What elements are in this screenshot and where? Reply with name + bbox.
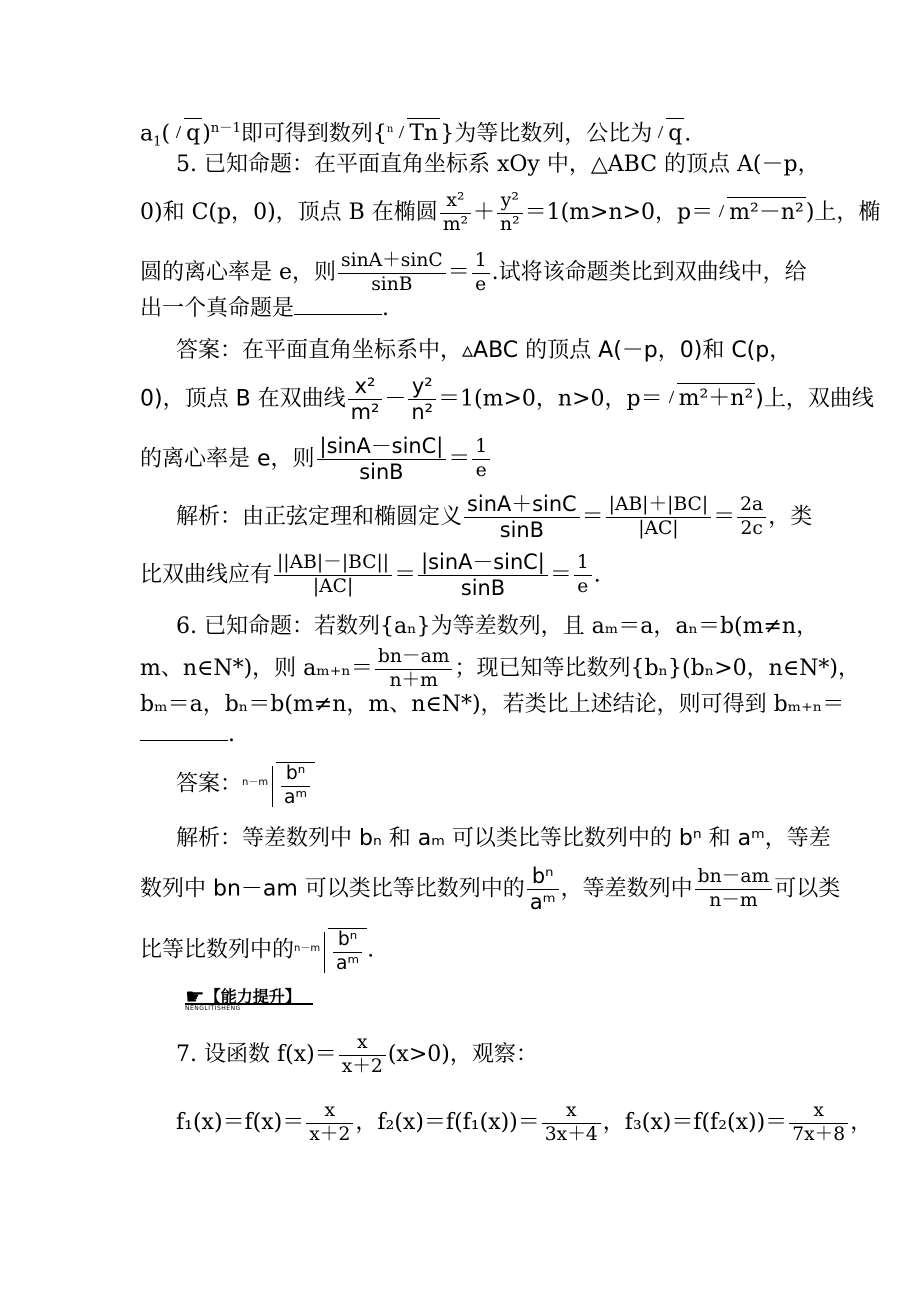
fraction-x-x2: $\frac{x}{x+2}$ xyxy=(339,1034,386,1076)
problem-5-line-4: 出一个真命题是 . xyxy=(140,296,390,321)
fraction-bn-am: $\frac{\text{bⁿ}}{\text{aᵐ}}$ xyxy=(527,866,559,913)
fraction-1-e: $\frac{1}{e}$ xyxy=(472,252,490,294)
fraction-ab-bc-ac: $\frac{|AB|+|BC|}{|AC|}$ xyxy=(606,496,711,538)
fraction-f3: $\frac{x}{7x+8}$ xyxy=(789,1102,848,1144)
exponent: n－1 xyxy=(210,121,241,136)
nth-root-bn-am: n－m $\frac{\text{bⁿ}}{\text{aᵐ}}$ xyxy=(242,762,315,807)
nth-root-bn-am: n－m $\frac{\text{bⁿ}}{\text{aᵐ}}$ xyxy=(294,928,367,973)
text: 即可得到数列 xyxy=(240,121,373,147)
pointing-hand-icon: ☛ xyxy=(185,985,205,1010)
text: 为等比数列，公比为 xyxy=(454,121,653,147)
text: { xyxy=(372,121,387,147)
sqrt-q: q xyxy=(172,118,202,149)
answer-5-line-2: 0)，顶点 B 在双曲线 $\frac{\text{x²}}{\text{m²}}$ － $\frac{\text{y²}}{\text{n²}}$ ＝1(m>0，n>0，p＝ m²＋n²)上，双曲线 xyxy=(140,374,874,424)
subscript: 1 xyxy=(153,134,162,150)
root-index: n xyxy=(386,124,394,135)
fraction-sin-sum: $\frac{\sin A+\sin C}{\sin B}$ xyxy=(338,252,446,294)
fraction-abs-sin-diff: $\frac{|\sin A-\sin C|}{\sin B}$ xyxy=(418,552,548,599)
solution-6-line-3: 比等比数列中的 n－m $\frac{\text{bⁿ}}{\text{aᵐ}}$ . xyxy=(140,929,375,974)
problem-6-line-4: . xyxy=(140,720,235,750)
fraction-1-e: $\frac{1}{e}$ xyxy=(472,438,490,480)
text: ( xyxy=(161,121,171,147)
problem-7-line-2: f₁(x)＝f(x)＝ $\frac{x}{x+2}$ ，f₂(x)＝f(f₁(x))＝ $\frac{x}{3x+4}$ ，f₃(x)＝f(f₂(x))＝ $\frac{x}{7x+8}$ ， xyxy=(176,1100,873,1145)
answer-blank xyxy=(140,722,228,741)
section-header: ☛【能力提升】 NENGLITISHENG xyxy=(185,984,301,1010)
sqrt-q2: q xyxy=(654,118,684,149)
fraction-x2-m2: $\frac{\text{x²}}{\text{m²}}$ xyxy=(440,192,471,234)
section-subtitle: NENGLITISHENG xyxy=(185,1005,241,1012)
problem-6-line-1: 6. 已知命题：若数列{aₙ}为等差数列，且 aₘ＝a，aₙ＝b(m≠n， xyxy=(176,614,819,639)
solution-5-line-1: 解析：由正弦定理和椭圆定义 $\frac{\sin A+\sin C}{\sin B}$ ＝ $\frac{|AB|+|BC|}{|AC|}$ ＝ $\frac{2a}{2c}$ ，类 xyxy=(176,492,813,542)
fraction-2a-2c: $\frac{2a}{2c}$ xyxy=(737,496,766,538)
fraction-bn-am-n-m: $\frac{bn-am}{n-m}$ xyxy=(695,868,773,910)
solution-6-line-2: 数列中 bn－am 可以类比等比数列中的 $\frac{\text{bⁿ}}{\text{aᵐ}}$ ，等差数列中 $\frac{bn-am}{n-m}$ 可以类 xyxy=(140,864,841,914)
fraction-bn-am: $\frac{bn-am}{n+m}$ xyxy=(375,648,453,690)
fraction-sin-sum: $\frac{\sin A+\sin C}{\sin B}$ xyxy=(464,494,580,541)
problem-5-line-2: 0)和 C(p，0)，顶点 B 在椭圆 $\frac{\text{x²}}{\text{m²}}$ ＋ $\frac{\text{y²}}{\text{n²}}$ ＝1(m>n>0，p＝ m²－n²)上，椭 xyxy=(140,190,881,235)
fraction-f1: $\frac{x}{x+2}$ xyxy=(306,1102,353,1144)
solution-6-line-1: 解析：等差数列中 bₙ 和 aₘ 可以类比等比数列中的 bⁿ 和 aᵐ，等差 xyxy=(176,826,831,851)
answer-5-line-1: 答案：在平面直角坐标系中，▵ABC 的顶点 A(－p，0)和 C(p， xyxy=(176,338,792,363)
fraction-abs-sin-diff: $\frac{|\sin A-\sin C|}{\sin B}$ xyxy=(317,436,447,483)
fraction-abs-ab-bc: $\frac{||AB|-|BC||}{|AC|}$ xyxy=(274,554,392,596)
text: } xyxy=(440,121,455,147)
sqrt-m2-n2: m²－n² xyxy=(715,197,806,228)
sqrt-tn: Tn xyxy=(395,118,440,149)
fraction-y2-n2: $\frac{\text{y²}}{\text{n²}}$ xyxy=(408,376,436,423)
sqrt-m2-plus-n2: m²＋n² xyxy=(665,383,756,414)
fraction-y2-n2: $\frac{\text{y²}}{\text{n²}}$ xyxy=(497,192,523,234)
solution-5-line-2: 比双曲线应有 $\frac{||AB|-|BC||}{|AC|}$ ＝ $\frac{|\sin A-\sin C|}{\sin B}$ ＝ $\frac{1}{e}$ . xyxy=(140,550,601,600)
fraction-f2: $\frac{x}{3x+4}$ xyxy=(542,1102,601,1144)
answer-6: 答案： n－m $\frac{\text{bⁿ}}{\text{aᵐ}}$ xyxy=(176,762,315,807)
problem-5-line-3: 圆的离心率是 e，则 $\frac{\sin A+\sin C}{\sin B}$ ＝ $\frac{1}{e}$ .试将该命题类比到双曲线中，给 xyxy=(140,250,807,295)
problem-6-line-3: bₘ＝a，bₙ＝b(m≠n，m、n∈N*)，若类比上述结论，则可得到 bₘ₊ₙ＝ xyxy=(140,692,845,717)
answer-blank xyxy=(294,296,382,315)
fraction-x2-m2: $\frac{\text{x²}}{\text{m²}}$ xyxy=(348,376,383,423)
text: a xyxy=(140,121,154,147)
text: ) xyxy=(202,121,211,147)
problem-5-line-1: 5. 已知命题：在平面直角坐标系 xOy 中，△ABC 的顶点 A(－p， xyxy=(176,152,820,177)
problem-6-line-2: m、n∈N*)，则 aₘ₊ₙ＝ $\frac{bn-am}{n+m}$ ；现已知等比数列{bₙ}(bₙ>0，n∈N*)， xyxy=(140,646,860,691)
problem-7-line-1: 7. 设函数 f(x)＝ $\frac{x}{x+2}$ (x>0)，观察： xyxy=(176,1032,538,1077)
answer-5-line-3: 的离心率是 e，则 $\frac{|\sin A-\sin C|}{\sin B}$ ＝ $\frac{1}{e}$ xyxy=(140,436,492,483)
fraction-1-e: $\frac{1}{e}$ xyxy=(574,554,592,596)
text: . xyxy=(684,121,692,147)
